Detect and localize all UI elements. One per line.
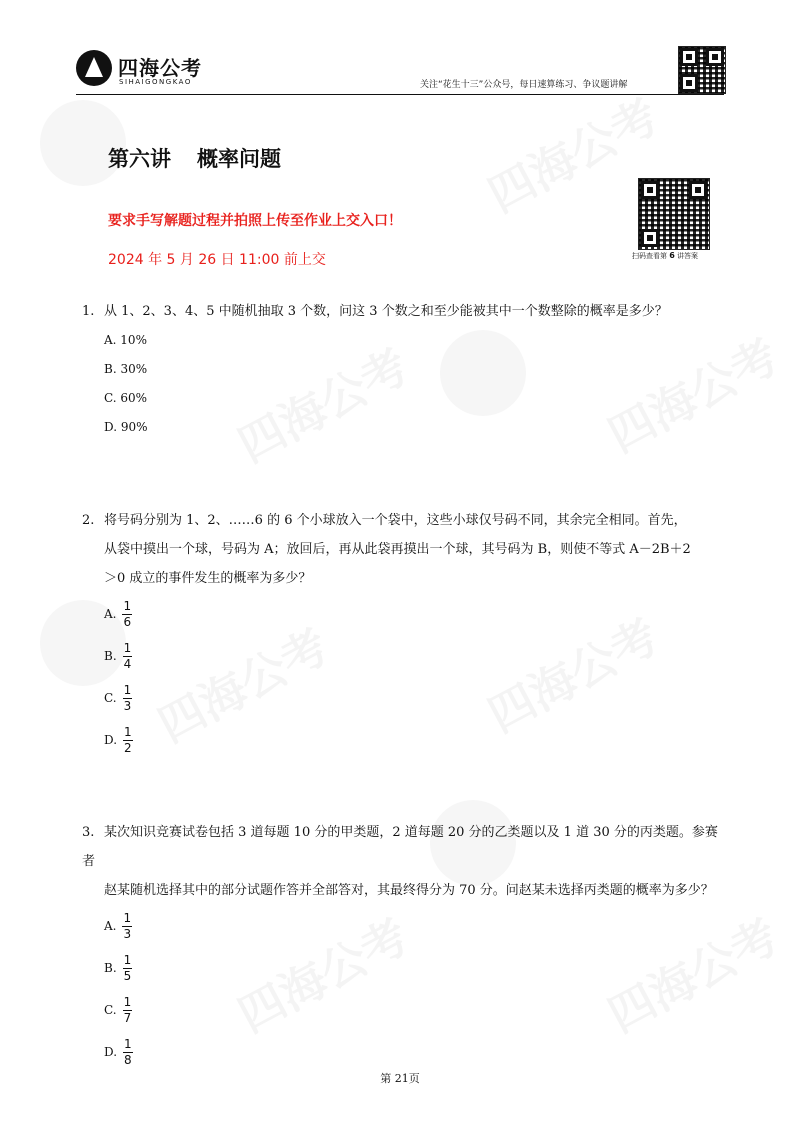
question-text: 从袋中摸出一个球，号码为 A；放回后，再从此袋再摸出一个球，其号码为 B，则使不等式 A－2B＋2 — [104, 542, 691, 557]
question-number: 3. — [82, 825, 95, 840]
submission-deadline: 2024 年 5 月 26 日 11:00 前上交 — [108, 252, 326, 268]
question-2 — [82, 506, 722, 761]
option-a: A. 10% — [104, 333, 147, 347]
question-text: 3. 某次知识竞赛试卷包括 3 道每题 10 分的甲类题，2 道每题 20 分的乙类题以及 1 道 30 分的丙类题。参赛者 — [82, 818, 722, 876]
header-note: 关注“花生十三”公众号，每日速算练习、争议题讲解 — [420, 80, 628, 90]
option-b: B. $\frac{1}{4}$ — [104, 640, 132, 671]
logo-chinese: 四海公考 — [118, 56, 202, 80]
answer-options — [82, 593, 722, 761]
option-b: B. $\frac{1}{5}$ — [104, 952, 132, 983]
option-c: C. 60% — [104, 391, 148, 405]
sail-logo-icon — [76, 50, 112, 86]
option-c: C. $\frac{1}{7}$ — [104, 994, 132, 1025]
question-text: 赵某随机选择其中的部分试题作答并全部答对，其最终得分为 70 分。问赵某未选择丙类题的概率为多少？ — [104, 883, 714, 898]
option-d: D. 90% — [104, 420, 148, 434]
logo-english: SIHAIGONGKAO — [119, 78, 192, 86]
lecture-topic: 概率问题 — [197, 147, 281, 171]
question-3 — [82, 818, 722, 1073]
homework-requirement: 要求手写解题过程并拍照上传至作业上交入口！ — [108, 213, 402, 229]
question-text: 2. 将号码分别为 1、2、……6 的 6 个小球放入一个袋中，这些小球仅号码不同，其余完全相同。首先， — [82, 506, 722, 535]
option-d: D. $\frac{1}{2}$ — [104, 724, 132, 755]
question-1 — [82, 297, 722, 442]
answer-qr-code-icon — [638, 178, 710, 250]
page-number: 第 21页 — [380, 1072, 420, 1085]
option-d: D. $\frac{1}{8}$ — [104, 1036, 132, 1067]
question-text: ＞0 成立的事件发生的概率为多少？ — [104, 571, 312, 586]
option-b: B. 30% — [104, 362, 148, 376]
question-number: 2. — [82, 513, 95, 528]
option-a: A. $\frac{1}{3}$ — [104, 910, 132, 941]
lecture-number: 第六讲 — [108, 147, 171, 171]
page-title — [108, 143, 307, 173]
brand-logo — [76, 50, 206, 94]
option-c: C. $\frac{1}{3}$ — [104, 682, 132, 713]
question-number: 1. — [82, 304, 95, 319]
question-text: 1. 从 1、2、3、4、5 中随机抽取 3 个数，问这 3 个数之和至少能被其中一个数整除的概率是多少？ — [82, 297, 722, 326]
answer-options — [82, 326, 722, 442]
option-a: A. $\frac{1}{6}$ — [104, 598, 132, 629]
qr-caption: 扫码查看第 6 讲答案 — [632, 251, 699, 260]
header-divider — [76, 94, 724, 95]
qr-code-icon — [678, 46, 726, 94]
answer-options — [82, 905, 722, 1073]
